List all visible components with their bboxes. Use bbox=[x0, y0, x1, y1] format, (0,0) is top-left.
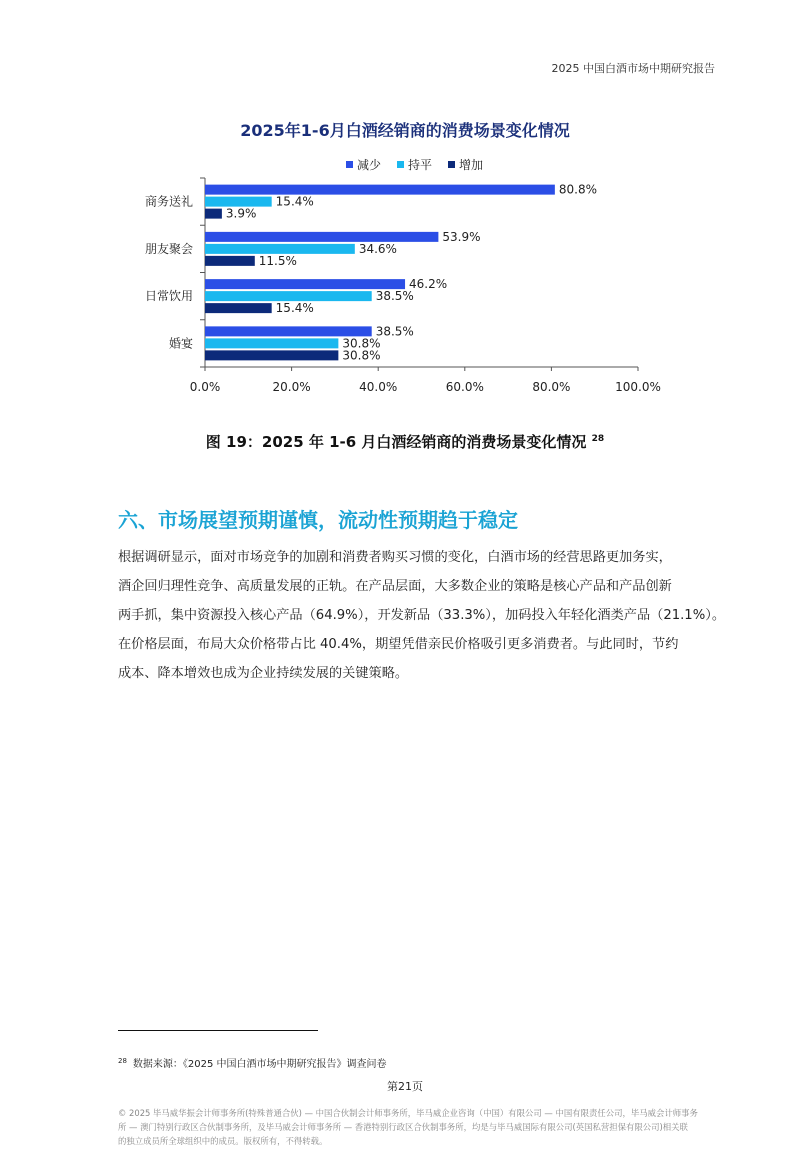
figure-caption-text: 图 19：2025 年 1-6 月白酒经销商的消费场景变化情况 bbox=[205, 433, 587, 451]
footnote-mark: 28 bbox=[118, 1056, 127, 1065]
bar bbox=[205, 279, 405, 289]
legend-label: 持平 bbox=[408, 158, 433, 172]
data-label: 15.4% bbox=[275, 301, 314, 316]
legend-swatch bbox=[397, 161, 404, 168]
y-tick-label: 日常饮用 bbox=[144, 289, 193, 304]
x-tick-label: 60.0% bbox=[445, 380, 484, 394]
footnote-rule bbox=[118, 1030, 318, 1031]
bar bbox=[205, 232, 438, 242]
footnote bbox=[118, 1055, 387, 1070]
legal-notice bbox=[118, 1106, 698, 1148]
x-tick-label: 40.0% bbox=[359, 380, 398, 394]
bar bbox=[205, 197, 272, 207]
y-tick-label: 商务送礼 bbox=[144, 194, 193, 209]
data-label: 3.9% bbox=[225, 206, 257, 221]
x-tick-label: 100.0% bbox=[615, 380, 661, 394]
legal-line: 的独立成员所全球组织中的成员。版权所有，不得转载。 bbox=[118, 1136, 328, 1146]
running-header: 2025 中国白酒市场中期研究报告 bbox=[551, 62, 715, 75]
legend-label: 增加 bbox=[459, 158, 484, 172]
data-label: 53.9% bbox=[442, 229, 481, 244]
bar bbox=[205, 338, 338, 348]
bar bbox=[205, 291, 372, 301]
bar bbox=[205, 350, 338, 360]
x-tick-label: 20.0% bbox=[272, 380, 311, 394]
body-line: 酒企回归理性竞争、高质量发展的正轨。在产品层面，大多数企业的策略是核心产品和产品创新 bbox=[118, 579, 672, 594]
data-label: 11.5% bbox=[258, 253, 297, 268]
x-tick-label: 80.0% bbox=[532, 380, 571, 394]
data-label: 38.5% bbox=[375, 289, 414, 304]
page-number: 第21页 bbox=[387, 1080, 423, 1093]
bar bbox=[205, 326, 372, 336]
legend-swatch bbox=[448, 161, 455, 168]
data-label: 30.8% bbox=[342, 336, 381, 351]
figure-caption-note: 28 bbox=[591, 434, 605, 444]
body-line: 两手抓，集中资源投入核心产品（64.9%），开发新品（33.3%），加码投入年轻化酒类产品（21.1%）。 bbox=[118, 608, 726, 623]
data-label: 38.5% bbox=[375, 324, 414, 339]
bar bbox=[205, 209, 222, 219]
legal-line: © 2025 毕马威华振会计师事务所(特殊普通合伙) — 中国合伙制会计师事务所，毕马威企业咨询（中国）有限公司 — 中国有限责任公司，毕马威会计师事务 bbox=[118, 1108, 698, 1118]
legend-label: 减少 bbox=[357, 158, 382, 172]
chart-title: 2025年1-6月白酒经销商的消费场景变化情况 bbox=[240, 121, 570, 140]
legend-swatch bbox=[346, 161, 353, 168]
body-line: 成本、降本增效也成为企业持续发展的关键策略。 bbox=[118, 666, 409, 681]
legal-line: 所 — 澳门特别行政区合伙制事务所，及毕马威会计师事务所 — 香港特别行政区合伙制事务所，均是与毕马威国际有限公司(英国私营担保有限公司)相关联 bbox=[118, 1122, 688, 1132]
body-line: 根据调研显示，面对市场竞争的加剧和消费者购买习惯的变化，白酒市场的经营思路更加务实， bbox=[118, 550, 672, 565]
bar-chart bbox=[0, 0, 810, 420]
footnote-text: 数据来源：《2025 中国白酒市场中期研究报告》调查问卷 bbox=[132, 1059, 387, 1070]
body-paragraph bbox=[118, 543, 726, 688]
y-tick-label: 朋友聚会 bbox=[144, 241, 193, 256]
data-label: 34.6% bbox=[358, 241, 397, 256]
body-line: 在价格层面，布局大众价格带占比 40.4%，期望凭借亲民价格吸引更多消费者。与此同时，节约 bbox=[118, 637, 679, 652]
data-label: 15.4% bbox=[275, 194, 314, 209]
data-label: 30.8% bbox=[342, 348, 381, 363]
bar bbox=[205, 256, 255, 266]
y-tick-label: 婚宴 bbox=[168, 336, 193, 351]
bar bbox=[205, 185, 555, 195]
bar bbox=[205, 244, 355, 254]
data-label: 46.2% bbox=[409, 277, 448, 292]
section-title: 六、市场展望预期谨慎，流动性预期趋于稳定 bbox=[118, 508, 518, 532]
data-label: 80.8% bbox=[558, 182, 597, 197]
bar bbox=[205, 303, 272, 313]
x-tick-label: 0.0% bbox=[189, 380, 221, 394]
figure-caption bbox=[0, 431, 810, 452]
